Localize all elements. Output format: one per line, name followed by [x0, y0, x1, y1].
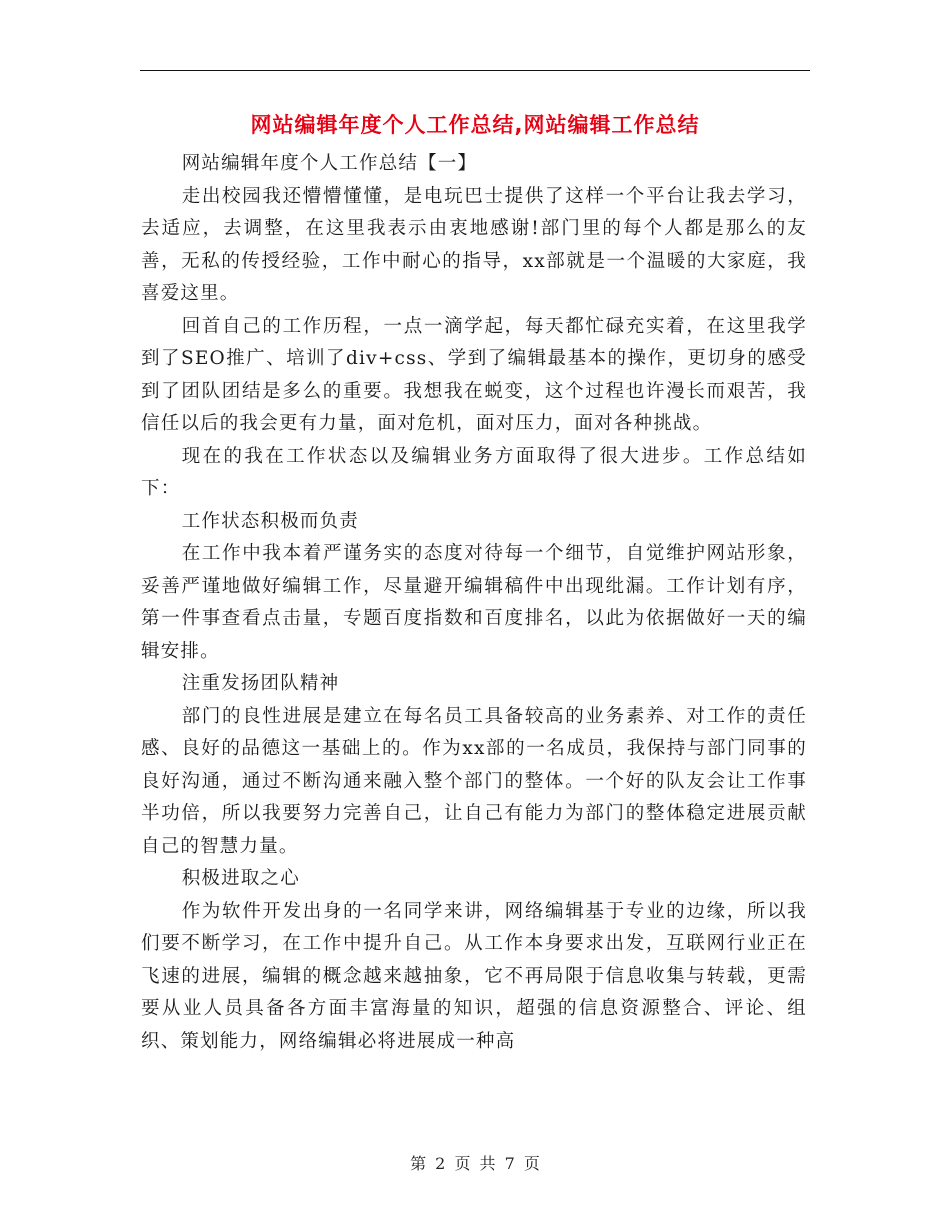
body-paragraph: 部门的良性进展是建立在每名员工具备较高的业务素养、对工作的责任感、良好的品德这一基础上的。作为xx部的一名成员，我保持与部门同事的良好沟通，通过不断沟通来融入整个部门的整体。一个好的队友会让工作事半功倍，所以我要努力完善自己，让自己有能力为部门的整体稳定进展贡献自己的智慧力量。: [141, 705, 807, 857]
subheading: 工作状态积极而负责: [181, 510, 359, 532]
header-rule: [140, 70, 810, 71]
body-paragraph: 作为软件开发出身的一名同学来讲，网络编辑基于专业的边缘，所以我们要不断学习，在工作中提升自己。从工作本身要求出发，互联网行业正在飞速的进展，编辑的概念越来越抽象，它不再局限于信息收集与转载，更需要从业人员具备各方面丰富海量的知识，超强的信息资源整合、评论、组织、策划能力，网络编辑必将进展成一种高: [141, 900, 807, 1052]
subheading: 注重发扬团队精神: [181, 673, 340, 694]
page-number-footer: 第 2 页 共 7 页: [410, 1154, 540, 1173]
body-paragraph: 回首自己的工作历程，一点一滴学起，每天都忙碌充实着，在这里我学到了SEO推广、培训了div+css、学到了编辑最基本的操作，更切身的感受到了团队团结是多么的重要。我想我在蜕变，这个过程也许漫长而艰苦，我信任以后的我会更有力量，面对危机，面对压力，面对各种挑战。: [141, 315, 807, 434]
subheading: 积极进取之心: [181, 868, 300, 889]
document-body: [141, 148, 807, 1058]
body-paragraph: 在工作中我本着严谨务实的态度对待每一个细节，自觉维护网站形象，妥善严谨地做好编辑工作，尽量避开编辑稿件中出现纰漏。工作计划有序，第一件事查看点击量，专题百度指数和百度排名，以此为依据做好一天的编辑安排。: [141, 543, 807, 662]
body-paragraph: 走出校园我还懵懵懂懂，是电玩巴士提供了这样一个平台让我去学习，去适应，去调整，在这里我表示由衷地感谢!部门里的每个人都是那么的友善，无私的传授经验，工作中耐心的指导，xx部就是一个温暖的大家庭，我喜爱这里。: [141, 185, 807, 304]
body-paragraph: 现在的我在工作状态以及编辑业务方面取得了很大进步。工作总结如下：: [141, 445, 807, 499]
section-heading: 网站编辑年度个人工作总结【一】: [181, 153, 478, 174]
document-title: 网站编辑年度个人工作总结,网站编辑工作总结: [250, 113, 700, 137]
